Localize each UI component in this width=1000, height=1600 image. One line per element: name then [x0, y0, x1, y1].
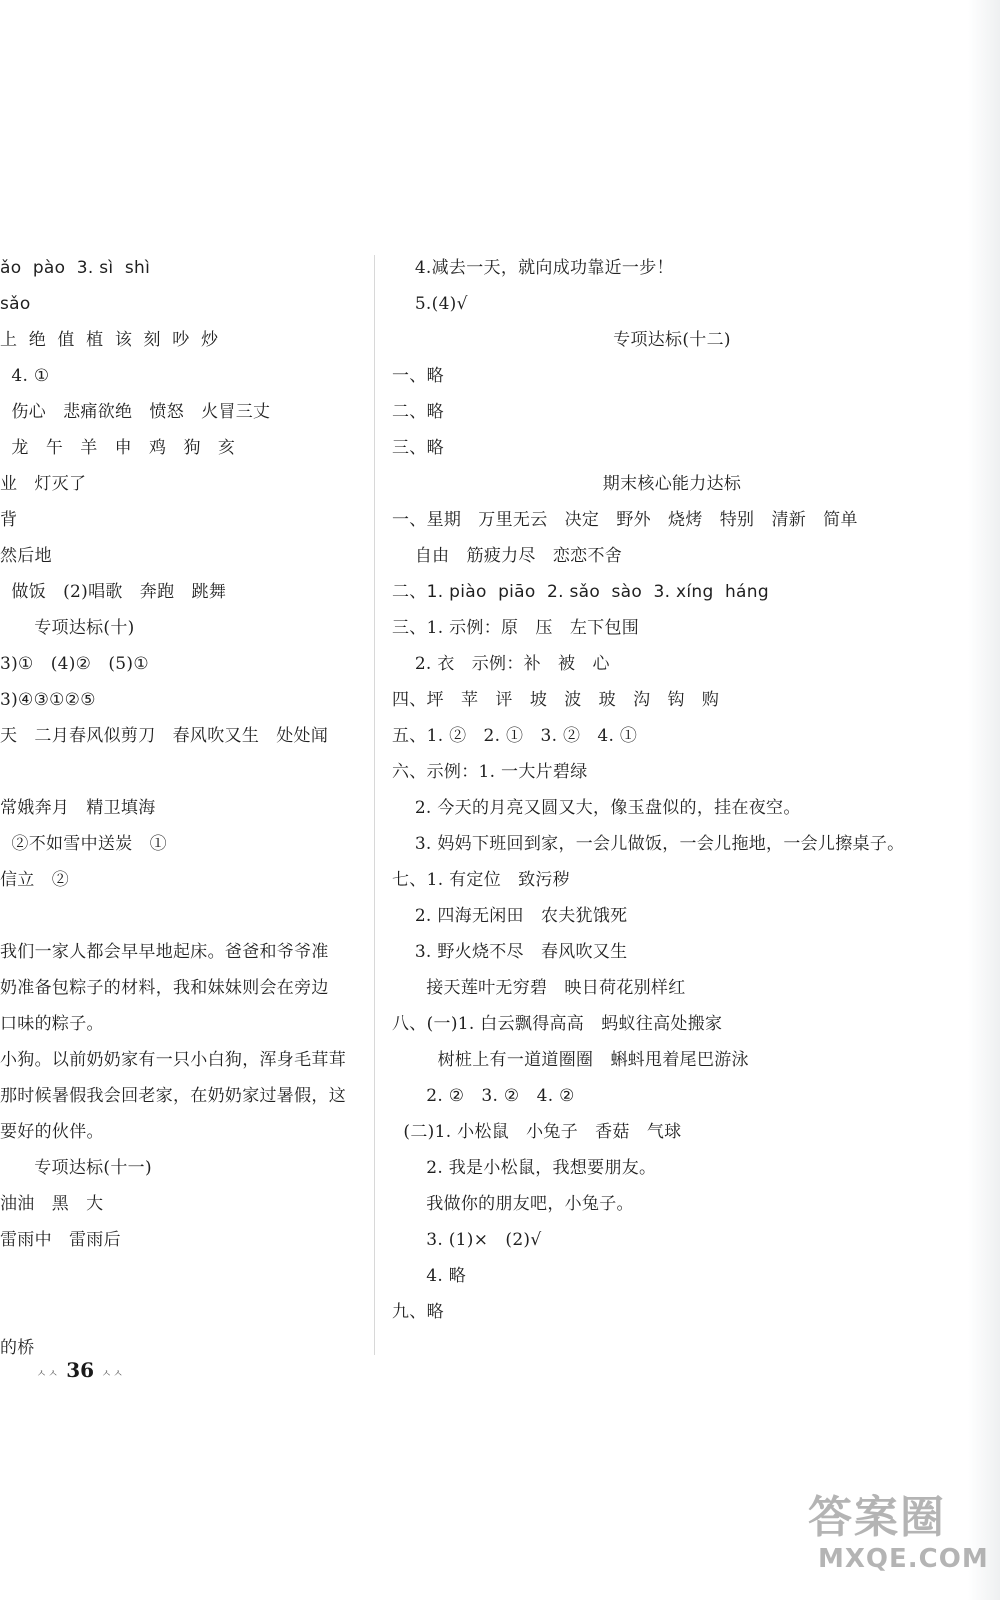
answer-line: 那时候暑假我会回老家，在奶奶家过暑假，这: [0, 1086, 346, 1106]
page-number-value: 36: [66, 1358, 95, 1382]
answer-line: 要好的伙伴。: [0, 1122, 104, 1142]
section-heading: 专项达标(十一): [0, 1158, 152, 1178]
answer-line: 九、略: [392, 1302, 444, 1322]
answer-line: 2. ② 3. ② 4. ②: [392, 1086, 575, 1106]
answer-line: 业 灯灭了: [0, 474, 87, 494]
section-heading: 专项达标(十二): [613, 330, 731, 350]
answer-line: 八、(一)1. 白云飘得高高 蚂蚁往高处搬家: [392, 1014, 723, 1034]
answer-line: ǎo pào 3. sì shì: [0, 258, 151, 278]
answer-line: [0, 1258, 372, 1294]
page-edge-shadow: [968, 0, 1000, 1600]
answer-line: 然后地: [0, 546, 52, 566]
section-heading: 期末核心能力达标: [602, 474, 742, 494]
answer-line: 口味的粽子。: [0, 1014, 104, 1034]
answer-line: 一、星期 万里无云 决定 野外 烧烤 特别 清新 简单: [392, 510, 858, 530]
answer-line: 3. (1)× (2)√: [392, 1230, 542, 1250]
watermark-bottom-text: MXQE.COM: [818, 1544, 989, 1574]
answer-line: [0, 754, 372, 790]
answer-line: 3. 野火烧不尽 春风吹又生: [392, 942, 628, 962]
page-number-deco-right: ㅅㅅ: [101, 1367, 125, 1380]
answer-line: 我们一家人都会早早地起床。爸爸和爷爷准: [0, 942, 329, 962]
answer-line: 2. 四海无闲田 农夫犹饿死: [392, 906, 628, 926]
answer-line: 3. 妈妈下班回到家，一会儿做饭，一会儿拖地，一会儿擦桌子。: [392, 834, 905, 854]
answer-line: 我做你的朋友吧，小兔子。: [392, 1194, 634, 1214]
answer-line: 四、坪 苹 评 坡 波 玻 沟 钩 购: [392, 690, 720, 710]
answer-line: 4. ①: [0, 366, 50, 386]
page-number-deco-left: ㅅㅅ: [36, 1367, 60, 1380]
answer-line: (二)1. 小松鼠 小兔子 香菇 气球: [392, 1122, 682, 1142]
answer-line: 2. 衣 示例：补 被 心: [392, 654, 610, 674]
watermark-top-text: 答案圈: [808, 1492, 946, 1543]
answer-line: [0, 898, 372, 934]
answer-line: 接天莲叶无穷碧 映日荷花别样红: [392, 978, 686, 998]
answer-line: 5.(4)√: [392, 294, 468, 314]
answer-line: 小狗。以前奶奶家有一只小白狗，浑身毛茸茸: [0, 1050, 346, 1070]
answer-line: sǎo: [0, 294, 31, 314]
answer-line: 上 绝 值 植 该 刻 吵 炒: [0, 330, 219, 350]
answer-line: 一、略: [392, 366, 444, 386]
watermark-logo: [808, 1492, 988, 1592]
answer-line: ②不如雪中送炭 ①: [0, 834, 167, 854]
answer-line: 三、略: [392, 438, 444, 458]
answer-line: [0, 1294, 372, 1330]
answer-line: 伤心 悲痛欲绝 愤怒 火冒三丈: [0, 402, 271, 422]
answer-line: 二、略: [392, 402, 444, 422]
answer-line: 背: [0, 510, 18, 530]
answer-line: 六、示例：1. 一大片碧绿: [392, 762, 588, 782]
right-column: [392, 250, 952, 1330]
left-column: [0, 250, 372, 1366]
answer-line: 4. 略: [392, 1266, 467, 1286]
page-number: [36, 1358, 124, 1382]
answer-line: 的桥: [0, 1338, 35, 1358]
answer-line: 3)① (4)② (5)①: [0, 654, 149, 674]
answer-line: 七、1. 有定位 致污秽: [392, 870, 571, 890]
column-divider: [374, 255, 375, 1355]
answer-line: 信立 ②: [0, 870, 70, 890]
answer-line: 做饭 (2)唱歌 奔跑 跳舞: [0, 582, 227, 602]
answer-line: 4.减去一天，就向成功靠近一步！: [392, 258, 674, 278]
answer-line: 天 二月春风似剪刀 春风吹又生 处处闻: [0, 726, 329, 746]
answer-line: 二、1. piào piāo 2. sǎo sào 3. xíng háng: [392, 582, 769, 602]
answer-line: 三、1. 示例：原 压 左下包围: [392, 618, 640, 638]
answer-line: 雷雨中 雷雨后: [0, 1230, 121, 1250]
answer-line: 3)④③①②⑤: [0, 690, 96, 710]
answer-line: 自由 筋疲力尽 恋恋不舍: [392, 546, 623, 566]
answer-line: 油油 黑 大: [0, 1194, 104, 1214]
answer-line: 2. 今天的月亮又圆又大，像玉盘似的，挂在夜空。: [392, 798, 801, 818]
answer-line: 2. 我是小松鼠，我想要朋友。: [392, 1158, 657, 1178]
section-heading: 专项达标(十): [0, 618, 135, 638]
answer-line: 奶准备包粽子的材料，我和妹妹则会在旁边: [0, 978, 329, 998]
answer-line: 五、1. ② 2. ① 3. ② 4. ①: [392, 726, 638, 746]
answer-line: 龙 午 羊 申 鸡 狗 亥: [0, 438, 236, 458]
answer-line: 常娥奔月 精卫填海: [0, 798, 156, 818]
answer-line: 树桩上有一道道圈圈 蝌蚪甩着尾巴游泳: [392, 1050, 749, 1070]
